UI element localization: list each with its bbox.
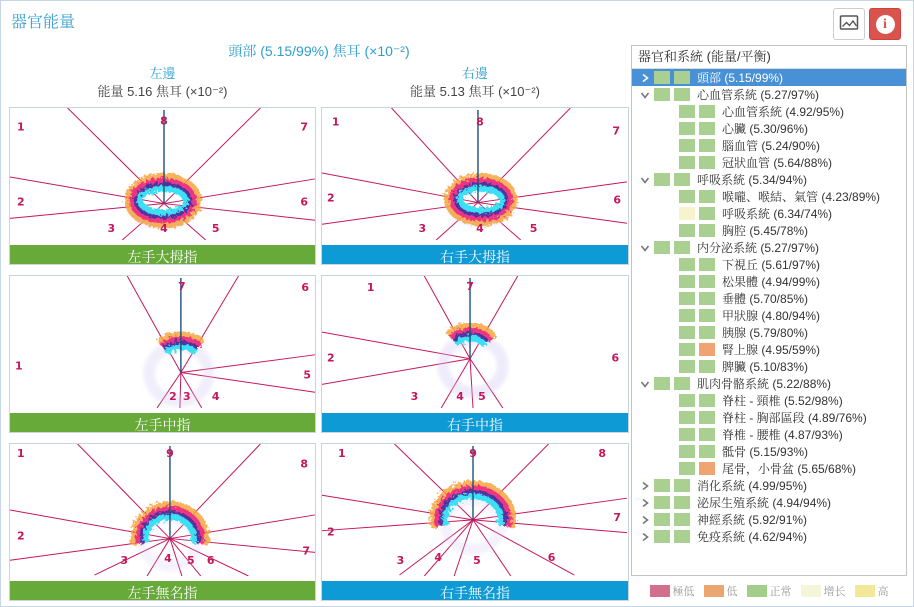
- tree-item[interactable]: [632, 69, 906, 86]
- organ-tree-panel: [631, 45, 907, 576]
- chevron-right[interactable]: [636, 497, 654, 509]
- balance-square: [699, 207, 715, 220]
- legend-label: 低: [726, 586, 738, 598]
- organ-tree: [632, 69, 906, 545]
- page-title: 器官能量: [11, 14, 76, 31]
- panel-left-thumb[interactable]: [9, 107, 316, 265]
- svg-text:7: 7: [613, 510, 622, 524]
- info-icon: i: [876, 15, 895, 34]
- energy-square: [679, 156, 695, 169]
- balance-square: [699, 258, 715, 271]
- tree-item-label: 消化系統 (4.99/95%): [697, 479, 808, 493]
- chevron-down-icon: [639, 174, 651, 186]
- organ-tree-header: 器官和系統 (能量/平衡): [632, 46, 906, 69]
- svg-text:4: 4: [434, 551, 443, 565]
- chevron-right[interactable]: [636, 480, 654, 492]
- energy-square: [679, 309, 695, 322]
- svg-text:6: 6: [613, 193, 622, 207]
- tree-item[interactable]: [632, 358, 906, 375]
- balance-square: [699, 156, 715, 169]
- energy-square: [654, 241, 670, 254]
- balance-square: [674, 513, 690, 526]
- energy-square: [679, 224, 695, 237]
- panel-caption: 右手無名指: [322, 581, 628, 601]
- svg-text:7: 7: [466, 279, 474, 293]
- legend-item: [704, 583, 738, 599]
- tree-item[interactable]: [632, 341, 906, 358]
- tree-item[interactable]: [632, 256, 906, 273]
- balance-square: [699, 275, 715, 288]
- balance-square: [699, 292, 715, 305]
- balance-square: [699, 428, 715, 441]
- legend-item: [747, 583, 792, 599]
- legend-color-swatch: [650, 585, 670, 597]
- energy-square: [654, 88, 670, 101]
- right-side-label: 右邊: [461, 66, 488, 81]
- svg-text:5: 5: [529, 222, 538, 236]
- tree-item[interactable]: [632, 137, 906, 154]
- svg-text:3: 3: [396, 554, 405, 568]
- svg-text:2: 2: [326, 351, 335, 365]
- status-legend: [631, 583, 907, 599]
- gdv-image-right-ring: [322, 444, 627, 576]
- balance-square: [674, 71, 690, 84]
- legend-label: 極低: [672, 586, 695, 598]
- svg-text:8: 8: [476, 115, 484, 129]
- energy-square: [679, 292, 695, 305]
- chevron-down[interactable]: [636, 174, 654, 186]
- svg-text:4: 4: [456, 390, 464, 404]
- svg-text:1: 1: [16, 446, 25, 460]
- svg-text:5: 5: [187, 554, 195, 568]
- tree-item-label: 泌尿生殖系統 (4.94/94%): [697, 496, 832, 510]
- svg-text:2: 2: [16, 195, 25, 209]
- tree-item[interactable]: [632, 494, 906, 511]
- energy-square: [679, 275, 695, 288]
- tree-item-label: 内分泌系統 (5.27/97%): [697, 241, 820, 255]
- left-energy-label: 能量 5.16 焦耳 (×10⁻²): [97, 84, 228, 99]
- energy-square: [679, 411, 695, 424]
- panel-caption: 左手中指: [10, 413, 315, 433]
- tree-item-label: 免疫系統 (4.62/94%): [697, 530, 808, 544]
- tree-item[interactable]: [632, 324, 906, 341]
- legend-item: [855, 583, 889, 599]
- legend-label: 增长: [823, 586, 846, 598]
- tree-item[interactable]: [632, 290, 906, 307]
- energy-square: [679, 360, 695, 373]
- energy-square: [679, 105, 695, 118]
- tree-item[interactable]: [632, 409, 906, 426]
- svg-text:8: 8: [160, 114, 168, 128]
- tree-item[interactable]: [632, 392, 906, 409]
- svg-text:3: 3: [183, 390, 191, 404]
- chevron-right-icon: [639, 514, 651, 526]
- tree-item-label: 胸腔 (5.45/78%): [722, 224, 809, 238]
- svg-text:6: 6: [611, 351, 620, 365]
- svg-text:1: 1: [331, 115, 340, 129]
- svg-text:6: 6: [547, 551, 556, 565]
- tree-item[interactable]: [632, 120, 906, 137]
- tree-item[interactable]: [632, 171, 906, 188]
- info-button[interactable]: [869, 8, 901, 40]
- panel-caption: 右手大拇指: [322, 245, 628, 265]
- finger-panel-grid: [9, 107, 629, 601]
- balance-square: [699, 190, 715, 203]
- svg-text:3: 3: [410, 390, 419, 404]
- balance-square: [699, 462, 715, 475]
- chevron-right-icon: [639, 531, 651, 543]
- svg-text:7: 7: [302, 544, 311, 558]
- main-chart-title: 頭部 (5.15/99%) 焦耳 (×10⁻²): [228, 43, 410, 59]
- balance-square: [674, 479, 690, 492]
- balance-square: [674, 496, 690, 509]
- tree-item[interactable]: [632, 460, 906, 477]
- tree-item-label: 胰腺 (5.79/80%): [722, 326, 809, 340]
- balance-square: [699, 394, 715, 407]
- energy-square: [679, 343, 695, 356]
- chevron-right[interactable]: [636, 531, 654, 543]
- legend-color-swatch: [704, 585, 724, 597]
- tree-item[interactable]: [632, 273, 906, 290]
- image-button[interactable]: [833, 8, 865, 40]
- legend-color-swatch: [855, 585, 875, 597]
- svg-text:8: 8: [598, 446, 606, 460]
- balance-square: [699, 139, 715, 152]
- legend-label: 正常: [769, 586, 792, 598]
- tree-item-label: 脊椎 - 腰椎 (4.87/93%): [722, 428, 843, 442]
- panel-caption: 左手大拇指: [10, 245, 315, 265]
- svg-text:7: 7: [300, 120, 309, 134]
- picture-icon: [839, 14, 859, 34]
- legend-label: 高: [877, 586, 889, 598]
- svg-text:7: 7: [178, 279, 186, 293]
- energy-square: [679, 258, 695, 271]
- tree-item[interactable]: [632, 375, 906, 392]
- tree-item-label: 下視丘 (5.61/97%): [722, 258, 821, 272]
- tree-item[interactable]: [632, 86, 906, 103]
- chevron-down[interactable]: [636, 89, 654, 101]
- tree-item[interactable]: [632, 239, 906, 256]
- tree-item-label: 脊柱 - 胸部區段 (4.89/76%): [722, 411, 867, 425]
- charts-area: [9, 41, 629, 601]
- tree-item-label: 松果體 (4.94/99%): [722, 275, 821, 289]
- svg-text:4: 4: [160, 222, 168, 236]
- panel-left-ring[interactable]: [9, 443, 316, 601]
- legend-item: [801, 583, 846, 599]
- svg-text:1: 1: [14, 359, 23, 373]
- tree-item[interactable]: [632, 205, 906, 222]
- right-column-header: [321, 63, 629, 101]
- chevron-down[interactable]: [636, 242, 654, 254]
- svg-text:9: 9: [469, 446, 477, 460]
- svg-text:3: 3: [107, 222, 116, 236]
- svg-text:7: 7: [612, 124, 621, 138]
- balance-square: [699, 360, 715, 373]
- svg-text:2: 2: [16, 529, 25, 543]
- chevron-down-icon: [639, 242, 651, 254]
- tree-item-label: 腎上腺 (4.95/59%): [722, 343, 821, 357]
- tree-item-label: 脊柱 - 頸椎 (5.52/98%): [722, 394, 843, 408]
- tree-item[interactable]: [632, 188, 906, 205]
- tree-item-label: 肌肉骨骼系統 (5.22/88%): [697, 377, 832, 391]
- tree-item-label: 頭部 (5.15/99%): [697, 71, 784, 85]
- energy-square: [654, 530, 670, 543]
- svg-text:1: 1: [338, 446, 346, 460]
- tree-item[interactable]: [632, 477, 906, 494]
- chevron-right[interactable]: [636, 72, 654, 84]
- balance-square: [674, 241, 690, 254]
- toolbar: [833, 8, 901, 40]
- tree-item[interactable]: [632, 443, 906, 460]
- gdv-image-left-thumb: [10, 108, 315, 240]
- svg-text:6: 6: [206, 554, 215, 568]
- panel-caption: 左手無名指: [10, 581, 315, 601]
- left-column-header: [9, 63, 316, 101]
- gdv-image-left-middle: [10, 276, 315, 408]
- svg-text:5: 5: [478, 390, 486, 404]
- energy-square: [654, 479, 670, 492]
- balance-square: [699, 105, 715, 118]
- balance-square: [674, 377, 690, 390]
- left-side-label: 左邊: [149, 66, 176, 81]
- column-headers: [9, 63, 629, 101]
- tree-item-label: 尾骨，小骨盆 (5.65/68%): [722, 462, 857, 476]
- gdv-image-right-thumb: [322, 108, 627, 240]
- chevron-right-icon: [639, 497, 651, 509]
- tree-item-label: 呼吸系統 (6.34/74%): [722, 207, 833, 221]
- tree-item-label: 垂體 (5.70/85%): [722, 292, 809, 306]
- svg-text:5: 5: [303, 368, 312, 382]
- tree-item[interactable]: [632, 511, 906, 528]
- balance-square: [674, 530, 690, 543]
- energy-square: [654, 71, 670, 84]
- energy-square: [654, 496, 670, 509]
- energy-square: [679, 207, 695, 220]
- balance-square: [699, 224, 715, 237]
- panel-right-middle[interactable]: [321, 275, 629, 433]
- tree-item[interactable]: [632, 528, 906, 545]
- energy-square: [654, 513, 670, 526]
- energy-square: [679, 394, 695, 407]
- energy-square: [679, 445, 695, 458]
- svg-text:9: 9: [166, 446, 174, 460]
- svg-text:3: 3: [120, 554, 129, 568]
- svg-text:1: 1: [16, 120, 25, 134]
- svg-text:3: 3: [418, 222, 427, 236]
- energy-square: [679, 190, 695, 203]
- tree-item[interactable]: [632, 307, 906, 324]
- tree-item-label: 喉嚨、喉結、氣管 (4.23/89%): [722, 190, 881, 204]
- right-energy-label: 能量 5.13 焦耳 (×10⁻²): [409, 84, 541, 99]
- svg-text:2: 2: [169, 390, 177, 404]
- energy-square: [679, 122, 695, 135]
- legend-item: [650, 583, 695, 599]
- chevron-right-icon: [639, 480, 651, 492]
- gdv-image-right-middle: [322, 276, 627, 408]
- tree-item[interactable]: [632, 154, 906, 171]
- gdv-image-left-ring: [10, 444, 315, 576]
- tree-item-label: 腦血管 (5.24/90%): [722, 139, 821, 153]
- energy-square: [654, 173, 670, 186]
- svg-text:5: 5: [473, 554, 481, 568]
- panel-right-ring[interactable]: [321, 443, 629, 601]
- balance-square: [699, 445, 715, 458]
- tree-item[interactable]: [632, 426, 906, 443]
- svg-text:4: 4: [211, 390, 220, 404]
- tree-item-label: 脾臟 (5.10/83%): [722, 360, 809, 374]
- balance-square: [674, 88, 690, 101]
- tree-item-label: 心血管系統 (5.27/97%): [697, 88, 820, 102]
- energy-square: [654, 377, 670, 390]
- svg-text:4: 4: [476, 222, 484, 236]
- balance-square: [674, 173, 690, 186]
- svg-text:8: 8: [300, 457, 309, 471]
- balance-square: [699, 122, 715, 135]
- svg-text:6: 6: [300, 195, 309, 209]
- svg-text:5: 5: [211, 222, 220, 236]
- energy-square: [679, 428, 695, 441]
- tree-item-label: 呼吸系統 (5.34/94%): [697, 173, 808, 187]
- chevron-down-icon: [639, 378, 651, 390]
- legend-color-swatch: [801, 585, 821, 597]
- tree-item-label: 心臟 (5.30/96%): [722, 122, 809, 136]
- balance-square: [699, 309, 715, 322]
- svg-text:6: 6: [301, 280, 310, 294]
- chevron-right[interactable]: [636, 514, 654, 526]
- tree-item-label: 神經系統 (5.92/91%): [697, 513, 808, 527]
- tree-item-label: 骶骨 (5.15/93%): [722, 445, 809, 459]
- energy-square: [679, 139, 695, 152]
- chevron-right-icon: [639, 72, 651, 84]
- legend-color-swatch: [747, 585, 767, 597]
- tree-item[interactable]: [632, 103, 906, 120]
- chevron-down-icon: [639, 89, 651, 101]
- svg-text:2: 2: [326, 191, 335, 205]
- balance-square: [699, 343, 715, 356]
- svg-text:2: 2: [326, 525, 335, 539]
- svg-text:4: 4: [164, 552, 172, 566]
- chevron-down[interactable]: [636, 378, 654, 390]
- tree-item-label: 甲狀腺 (4.80/94%): [722, 309, 821, 323]
- panel-right-thumb[interactable]: [321, 107, 629, 265]
- svg-text:1: 1: [366, 280, 375, 294]
- tree-item-label: 心血管系統 (4.92/95%): [722, 105, 845, 119]
- balance-square: [699, 411, 715, 424]
- panel-left-middle[interactable]: [9, 275, 316, 433]
- balance-square: [699, 326, 715, 339]
- tree-item-label: 冠狀血管 (5.64/88%): [722, 156, 833, 170]
- tree-item[interactable]: [632, 222, 906, 239]
- energy-square: [679, 462, 695, 475]
- energy-square: [679, 326, 695, 339]
- panel-caption: 右手中指: [322, 413, 628, 433]
